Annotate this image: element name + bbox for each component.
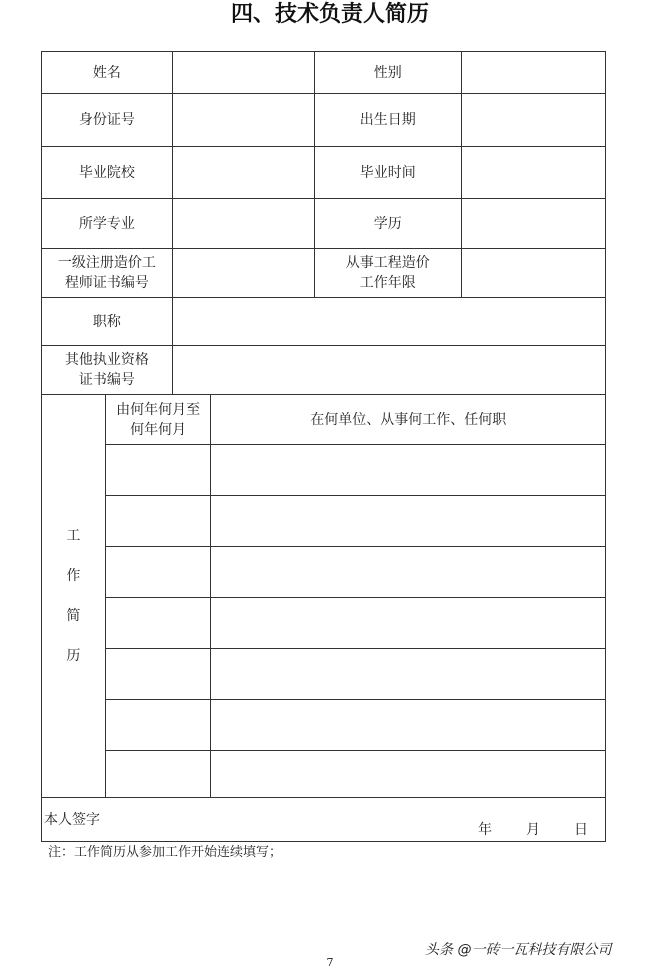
unit-header: 在何单位、从事何工作、任何职 xyxy=(211,395,606,445)
work-row xyxy=(42,649,606,700)
work-row xyxy=(42,547,606,598)
signature-label: 本人签字 xyxy=(44,811,100,828)
work-unit-cell[interactable] xyxy=(211,751,606,798)
work-history-label xyxy=(42,395,106,798)
period-header xyxy=(105,395,211,445)
work-period-cell[interactable] xyxy=(105,700,211,751)
school-label: 毕业院校 xyxy=(42,147,173,199)
row-school xyxy=(42,147,606,199)
month-label: 月 xyxy=(526,821,540,838)
signature-cell[interactable] xyxy=(42,798,606,842)
title-label: 职称 xyxy=(42,298,173,346)
work-header-row xyxy=(42,395,606,445)
work-unit-cell[interactable] xyxy=(211,547,606,598)
degree-label: 学历 xyxy=(315,199,461,249)
id-field[interactable] xyxy=(172,94,314,147)
signature-content xyxy=(42,798,605,841)
year-label: 年 xyxy=(478,821,492,838)
row-cert xyxy=(42,249,606,298)
work-row xyxy=(42,700,606,751)
period-header-line-1: 由何年何月至 xyxy=(116,401,201,418)
work-label-char-3: 简 xyxy=(66,608,81,624)
name-label: 姓名 xyxy=(42,52,173,94)
cert-field[interactable] xyxy=(172,249,314,298)
gender-label: 性别 xyxy=(315,52,461,94)
years-field[interactable] xyxy=(461,249,605,298)
page-title: 四、技术负责人简历 xyxy=(230,2,429,27)
row-other-cert xyxy=(42,346,606,395)
years-label-line-1: 从事工程造价 xyxy=(345,255,430,271)
row-name xyxy=(42,52,606,94)
work-unit-cell[interactable] xyxy=(211,445,606,496)
work-label-char-2: 作 xyxy=(66,568,81,584)
page-number: 7 xyxy=(326,956,334,969)
footnote: 注：工作简历从参加工作开始连续填写； xyxy=(48,845,283,860)
work-row xyxy=(42,751,606,798)
work-period-cell[interactable] xyxy=(105,547,211,598)
signature-row xyxy=(42,798,606,842)
work-unit-cell[interactable] xyxy=(211,649,606,700)
resume-form-table xyxy=(41,51,606,842)
grad-time-field[interactable] xyxy=(461,147,605,199)
title-field[interactable] xyxy=(172,298,605,346)
row-title xyxy=(42,298,606,346)
degree-field[interactable] xyxy=(461,199,605,249)
row-major xyxy=(42,199,606,249)
birth-label: 出生日期 xyxy=(315,94,461,147)
work-period-cell[interactable] xyxy=(105,751,211,798)
work-row xyxy=(42,598,606,649)
cert-label-line-1: 一级注册造价工 xyxy=(57,255,156,271)
work-label-char-1: 工 xyxy=(66,528,81,544)
work-label-char-4: 历 xyxy=(66,648,81,664)
other-cert-field[interactable] xyxy=(172,346,605,395)
day-label: 日 xyxy=(574,821,588,838)
row-id xyxy=(42,94,606,147)
other-cert-label xyxy=(42,346,173,395)
id-label: 身份证号 xyxy=(42,94,173,147)
gender-field[interactable] xyxy=(461,52,605,94)
school-field[interactable] xyxy=(172,147,314,199)
work-period-cell[interactable] xyxy=(105,445,211,496)
other-cert-label-line-1: 其他执业资格 xyxy=(64,352,149,368)
years-label xyxy=(315,249,461,298)
work-period-cell[interactable] xyxy=(105,496,211,547)
work-unit-cell[interactable] xyxy=(211,700,606,751)
work-period-cell[interactable] xyxy=(105,598,211,649)
work-row xyxy=(42,445,606,496)
work-unit-cell[interactable] xyxy=(211,598,606,649)
birth-field[interactable] xyxy=(461,94,605,147)
cert-label-line-2: 程师证书编号 xyxy=(64,275,149,291)
grad-time-label: 毕业时间 xyxy=(315,147,461,199)
major-label: 所学专业 xyxy=(42,199,173,249)
other-cert-label-line-2: 证书编号 xyxy=(78,372,135,388)
work-row xyxy=(42,496,606,547)
work-unit-cell[interactable] xyxy=(211,496,606,547)
work-period-cell[interactable] xyxy=(105,649,211,700)
major-field[interactable] xyxy=(172,199,314,249)
cert-label xyxy=(42,249,173,298)
watermark-text: 头条 @一砖一瓦科技有限公司 xyxy=(425,942,612,958)
name-field[interactable] xyxy=(172,52,314,94)
period-header-line-2: 何年何月 xyxy=(130,421,187,438)
years-label-line-2: 工作年限 xyxy=(359,275,416,291)
